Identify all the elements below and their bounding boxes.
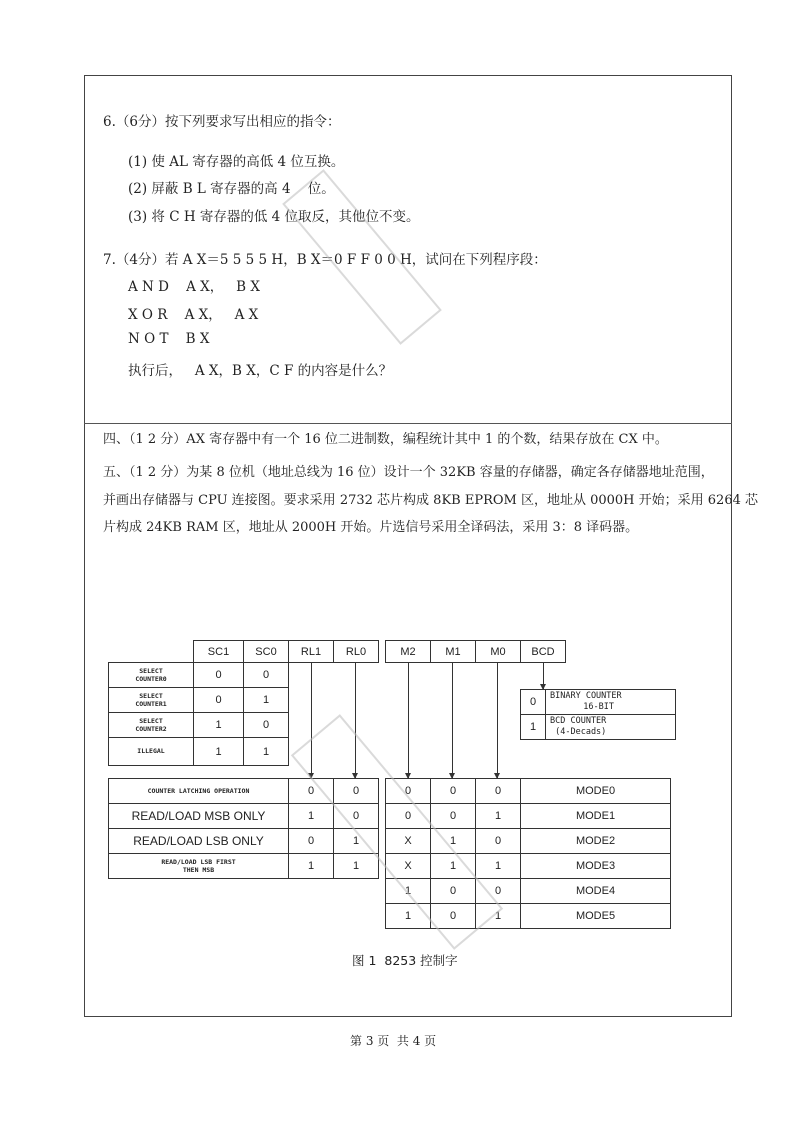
q6-item-2: (2) 屏蔽 B L 寄存器的高 4 位。 [128,181,335,197]
q7-question: 执行后， A X，B X，C F 的内容是什么？ [128,363,393,379]
m0-value: 1 [475,853,521,879]
m1-value: 0 [430,803,476,829]
m1-value: 0 [430,878,476,904]
bcd-value: 1 [520,714,546,740]
m0-value: 0 [475,828,521,854]
m1-value: 1 [430,853,476,879]
sc1-value: 1 [193,737,244,766]
sc0-value: 1 [243,737,289,766]
rl-label: READ/LOAD LSB FIRST THEN MSB [108,853,289,879]
header-cell-rl0: RL0 [333,640,379,663]
rl-label: READ/LOAD LSB ONLY [108,828,289,854]
rl1-value: 0 [288,778,334,804]
m1-value: 0 [430,903,476,929]
m0-value: 0 [475,778,521,804]
arrow-icon [543,662,544,689]
m1-value: 1 [430,828,476,854]
m0-value: 1 [475,903,521,929]
header-cell-m0: M0 [475,640,521,663]
sc1-value: 0 [193,662,244,688]
sc0-value: 0 [243,662,289,688]
rl0-value: 0 [333,803,379,829]
sc1-value: 0 [193,687,244,713]
figure-caption: 图 1 8253 控制字 [352,953,458,968]
m2-value: 1 [385,878,431,904]
section-divider [84,423,732,424]
m2-value: 1 [385,903,431,929]
q6-item-1: (1) 使 AL 寄存器的高低 4 位互换。 [128,154,345,170]
q5-line-3: 片构成 24KB RAM 区，地址从 2000H 开始。片选信号采用全译码法，采用 3：8 译码器。 [103,520,639,535]
rl-label: READ/LOAD MSB ONLY [108,803,289,829]
header-cell-m1: M1 [430,640,476,663]
sc1-value: 1 [193,712,244,738]
arrow-icon [452,662,453,778]
q7-title: 7.（4分）若 A X＝5 5 5 5 H，B X＝0 F F 0 0 H，试问在下列程序段： [103,252,547,268]
mode-label: MODE1 [520,803,671,829]
m2-value: 0 [385,803,431,829]
q6-item-3: (3) 将 C H 寄存器的低 4 位取反，其他位不变。 [128,209,420,225]
q7-code-3: N O T B X [128,331,210,347]
rl1-value: 1 [288,803,334,829]
m2-value: 0 [385,778,431,804]
m0-value: 0 [475,878,521,904]
page-footer: 第 3 页 共 4 页 [350,1034,437,1048]
rl-label: COUNTER LATCHING OPERATION [108,778,289,804]
q7-code-1: A N D A X， B X [128,279,260,295]
bcd-value: 0 [520,689,546,715]
mode-label: MODE4 [520,878,671,904]
q5-line-2: 并画出存储器与 CPU 连接图。要求采用 2732 芯片构成 8KB EPROM 区，地址从 0000H 开始；采用 6264 芯 [103,493,758,508]
sc-label: SELECT COUNTER2 [108,712,194,738]
mode-label: MODE3 [520,853,671,879]
sc-label: SELECT COUNTER0 [108,662,194,688]
rl0-value: 0 [333,778,379,804]
q4-text: 四、（1 2 分）AX 寄存器中有一个 16 位二进制数，编程统计其中 1 的个数，结果存放在 CX 中。 [103,432,668,447]
q6-title: 6.（6分）按下列要求写出相应的指令： [103,114,341,130]
bcd-label: BINARY COUNTER 16-BIT [545,689,676,715]
q5-line-1: 五、（1 2 分）为某 8 位机（地址总线为 16 位）设计一个 32KB 容量的存储器，确定各存储器地址范围， [103,465,714,480]
header-cell-sc0: SC0 [243,640,289,663]
sc0-value: 1 [243,687,289,713]
m2-value: X [385,853,431,879]
mode-label: MODE2 [520,828,671,854]
sc-label: ILLEGAL [108,737,194,766]
header-cell-bcd: BCD [520,640,566,663]
m2-value: X [385,828,431,854]
sc-label: SELECT COUNTER1 [108,687,194,713]
rl1-value: 0 [288,828,334,854]
header-cell-m2: M2 [385,640,431,663]
header-cell-sc1: SC1 [193,640,244,663]
rl0-value: 1 [333,828,379,854]
m0-value: 1 [475,803,521,829]
mode-label: MODE5 [520,903,671,929]
sc0-value: 0 [243,712,289,738]
q7-code-2: X O R A X， A X [128,307,259,323]
header-cell-rl1: RL1 [288,640,334,663]
arrow-icon [408,662,409,778]
mode-label: MODE0 [520,778,671,804]
rl0-value: 1 [333,853,379,879]
m1-value: 0 [430,778,476,804]
arrow-icon [497,662,498,778]
rl1-value: 1 [288,853,334,879]
bcd-label: BCD COUNTER (4-Decads) [545,714,676,740]
